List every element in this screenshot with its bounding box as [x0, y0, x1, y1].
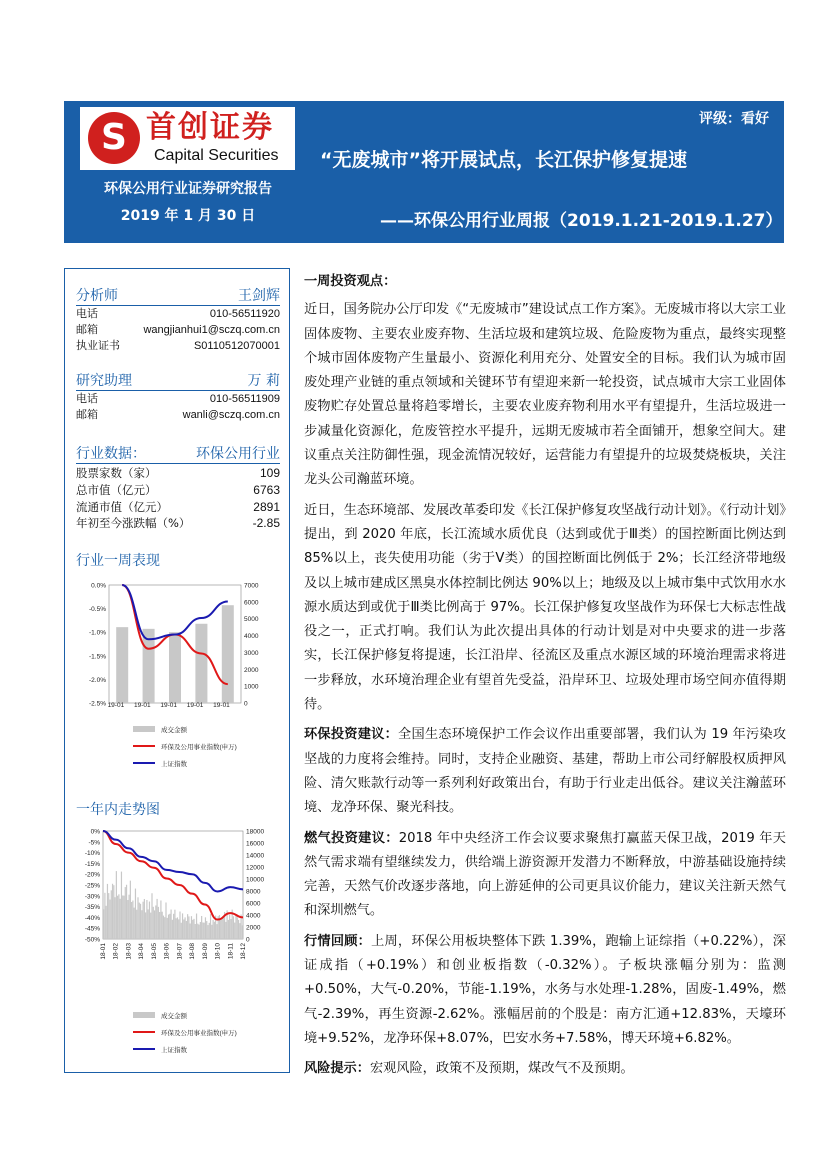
industry-row-value: 2891	[253, 500, 280, 514]
risk-warning-text: 宏观风险，政策不及预期，煤改气不及预期。	[369, 1061, 634, 1077]
email-label: 邮箱	[76, 323, 98, 336]
y-right-tick-label: 7000	[244, 582, 259, 590]
industry-row-label: 年初至今涨跌幅（%）	[76, 516, 191, 530]
assistant-header	[76, 372, 280, 391]
volume-bar	[149, 902, 150, 939]
phone-label: 电话	[76, 307, 98, 320]
industry-name: 环保公用行业	[196, 446, 280, 462]
y-left-tick-label: -25%	[84, 882, 100, 890]
volume-bar	[206, 921, 207, 939]
main-content	[304, 270, 786, 1088]
volume-bar	[137, 897, 138, 939]
volume-bar	[196, 914, 197, 939]
volume-bar	[193, 919, 194, 939]
x-tick-label: 19-01	[213, 702, 230, 709]
week-chart-title: 行业一周表现	[76, 553, 160, 569]
industry-row-label: 股票家数（家）	[76, 466, 157, 480]
x-tick-label: 18-04	[138, 943, 146, 960]
volume-bar	[126, 885, 127, 939]
volume-bar	[165, 902, 166, 939]
volume-bar	[108, 893, 109, 939]
volume-bar	[128, 895, 129, 939]
week-performance-chart	[73, 579, 283, 779]
volume-bar	[106, 906, 107, 939]
industry-row-label: 总市值（亿元）	[76, 483, 157, 497]
volume-bar	[195, 624, 207, 703]
volume-bar	[181, 923, 182, 939]
volume-bar	[183, 919, 184, 939]
volume-bar	[190, 923, 191, 939]
y-left-tick-label: -2.5%	[89, 700, 106, 708]
volume-bar	[156, 899, 157, 939]
market-review-text: 上周，环保公用板块整体下跌 1.39%，跑输上证综指（+0.22%），深证成指（+0.19%）和创业板指数（-0.32%）。子板块涨幅分别为：监测+0.50%，大气-0.20%，节能-1.19%，水务与水处理-1.28%，固废-1.49%，燃气-2.39%，再生资源-2.62%。涨幅居前的个股是：南方汇通+12.83%，天壕环境+9.52%，龙净环保+8.07%，巴安水务+7.58%，博天环境+6.82%。	[304, 933, 786, 1046]
volume-bar	[216, 924, 217, 939]
env-advice	[304, 723, 786, 820]
legend-label: 环保及公用事业指数(申万)	[161, 744, 237, 751]
volume-bar	[223, 917, 224, 939]
volume-bar	[114, 897, 115, 939]
y-right-tick-label: 5000	[244, 616, 259, 624]
legend-label: 上证指数	[161, 1047, 187, 1054]
analyst-cert-row	[76, 338, 280, 354]
y-left-tick-label: -1.0%	[89, 629, 106, 637]
volume-bar	[155, 905, 156, 939]
volume-bar	[179, 912, 180, 939]
risk-warning-heading: 风险提示：	[304, 1061, 370, 1077]
gas-advice-heading: 燃气投资建议：	[304, 830, 399, 846]
volume-bar	[176, 918, 177, 939]
paragraph-no-waste-city: 近日，国务院办公厅印发《“无废城市”建设试点工作方案》。无废城市将以大宗工业固体废物、主要农业废弃物、生活垃圾和建筑垃圾、危险废物为重点，最终实现整个城市固体废物产生量最小、资源化利用充分、处置安全的目标。我们认为城市固废处理产业链的重点领域和关键环节有望迎来新一轮投资，试点城市大宗工业固体废物贮存处置总量将趋零增长，主要农业废弃物利用水平有望提升，生活垃圾进一步减量化资源化，危废管控水平提升，远期无废城市若全面铺开，想象空间大。建议重点关注防御性强，现金流情况较好，运营能力有望提升的垃圾焚烧板块，关注龙头公司瀚蓝环境。	[304, 302, 786, 488]
volume-bar	[212, 920, 213, 939]
y-right-tick-label: 6000	[246, 900, 261, 908]
y-left-tick-label: -45%	[84, 925, 100, 933]
volume-bar	[140, 904, 141, 939]
volume-bar	[233, 916, 234, 939]
x-tick-label: 18-08	[189, 943, 197, 960]
analyst-name: 王剑辉	[238, 288, 280, 304]
industry-row-value: 109	[259, 466, 280, 480]
volume-bar	[116, 871, 117, 939]
volume-bar	[242, 925, 243, 939]
legend-volume-swatch	[133, 1012, 155, 1018]
volume-bar	[160, 900, 161, 939]
sidebar	[64, 268, 290, 1073]
x-tick-label: 18-11	[227, 943, 235, 960]
volume-bar	[200, 922, 201, 939]
volume-bar	[159, 912, 160, 939]
volume-bar	[154, 910, 155, 939]
volume-bar	[104, 893, 105, 939]
legend-label: 环保及公用事业指数(申万)	[161, 1030, 237, 1037]
volume-bar	[173, 914, 174, 939]
analyst-phone: 010-56511920	[209, 308, 280, 320]
y-right-tick-label: 12000	[246, 864, 265, 872]
volume-bar	[172, 920, 173, 939]
volume-bar	[207, 925, 208, 939]
industry-data-header	[76, 445, 280, 464]
assistant-phone-row	[76, 391, 280, 407]
industry-row-value: 6763	[253, 483, 280, 497]
analyst-phone-row	[76, 306, 280, 322]
report-title: “无废城市”将开展试点，长江保护修复提速	[320, 149, 687, 171]
year-trend-chart	[73, 827, 283, 1067]
y-left-tick-label: -2.0%	[89, 676, 106, 684]
volume-bar	[229, 915, 230, 939]
y-right-tick-label: 4000	[246, 912, 261, 920]
volume-bar	[234, 923, 235, 939]
volume-bar	[178, 919, 179, 939]
volume-bar	[195, 924, 196, 939]
volume-bar	[103, 909, 104, 939]
volume-bar	[145, 912, 146, 939]
y-right-tick-label: 18000	[246, 828, 265, 836]
volume-bar	[221, 918, 222, 939]
volume-bar	[169, 914, 170, 939]
volume-bar	[153, 907, 154, 939]
y-right-tick-label: 2000	[246, 924, 261, 932]
volume-bar	[238, 920, 239, 939]
analyst-header	[76, 287, 280, 306]
volume-bar	[118, 894, 119, 939]
y-left-tick-label: -20%	[84, 871, 100, 879]
volume-bar	[230, 919, 231, 939]
assistant-email[interactable]: wanli@sczq.com.cn	[182, 409, 280, 421]
assistant-name: 万 莉	[247, 373, 280, 389]
volume-bar	[146, 900, 147, 939]
y-left-tick-label: -0.5%	[89, 606, 106, 614]
y-left-tick-label: -15%	[84, 860, 100, 868]
volume-bar	[109, 900, 110, 939]
industry-row	[76, 465, 280, 481]
volume-bar	[170, 910, 171, 939]
volume-bar	[174, 910, 175, 939]
volume-bar	[131, 902, 132, 939]
volume-bar	[192, 920, 193, 939]
x-tick-label: 18-01	[100, 943, 107, 960]
y-left-tick-label: -40%	[84, 914, 100, 922]
y-left-tick-label: -35%	[84, 904, 100, 912]
y-right-tick-label: 16000	[246, 840, 265, 848]
volume-bar	[188, 916, 189, 939]
gas-advice	[304, 827, 786, 924]
volume-bar	[191, 916, 192, 939]
x-tick-label: 19-01	[186, 702, 204, 709]
y-left-tick-label: -5%	[88, 839, 100, 847]
y-right-tick-label: 6000	[244, 599, 259, 607]
y-right-tick-label: 0	[246, 936, 250, 944]
phone-label: 电话	[76, 392, 98, 405]
assistant-phone: 010-56511909	[209, 393, 280, 405]
volume-bar	[168, 915, 169, 939]
volume-bar	[142, 902, 143, 939]
volume-bar	[158, 907, 159, 939]
assistant-label: 研究助理	[76, 373, 132, 389]
volume-bar	[135, 889, 136, 939]
industry-row-value: -2.85	[252, 516, 280, 530]
legend-label: 成交金额	[161, 727, 187, 734]
legend-label: 成交金额	[161, 1013, 187, 1020]
logo-english-name: Capital Securities	[154, 147, 279, 164]
market-review-heading: 行情回顾：	[304, 933, 372, 949]
analyst-label: 分析师	[76, 288, 118, 304]
paragraph-yangtze: 近日，生态环境部、发展改革委印发《长江保护修复攻坚战行动计划》。《行动计划》提出，到 2020 年底，长江流域水质优良（达到或优于Ⅲ类）的国控断面比例达到 85%以上，丧失使用功能（劣于Ⅴ类）的国控断面比例低于 2%；长江经济带地级及以上城市建成区黑臭水体控制比例达 90%以上；地级及以上城市集中式饮用水水源水质达到或优于Ⅲ类比例高于 97%。长江保护修复攻坚战作为环保七大标志性战役之一，正式打响。我们认为此次提出具体的行动计划是对中央要求的进一步落实，长江保护修复将提速，长江沿岸、径流区及重点水源区域的环境治理需求将进一步释放，水环境治理企业有望首先受益，沿岸环卫、垃圾处理市场空间亦值得期待。	[304, 502, 786, 713]
volume-bar	[134, 908, 135, 939]
volume-bar	[204, 923, 205, 939]
y-left-tick-label: -30%	[84, 893, 100, 901]
risk-warning	[304, 1057, 786, 1081]
volume-bar	[120, 899, 121, 939]
volume-bar	[127, 900, 128, 939]
volume-bar	[163, 916, 164, 939]
volume-bar	[111, 890, 112, 939]
volume-bar	[112, 884, 113, 939]
volume-bar	[220, 920, 221, 939]
volume-bar	[123, 896, 124, 939]
volume-bar	[122, 895, 123, 939]
volume-bar	[141, 910, 142, 939]
volume-bar	[222, 605, 234, 703]
volume-bar	[162, 912, 163, 939]
logo-chinese-name: 首创证券	[146, 110, 274, 145]
report-date: 2019 年 1 月 30 日	[120, 208, 256, 224]
x-tick-label: 18-03	[125, 943, 133, 960]
x-tick-label: 19-01	[133, 702, 151, 709]
volume-bar	[116, 627, 128, 703]
y-left-tick-label: 0.0%	[91, 582, 106, 590]
volume-bar	[117, 896, 118, 939]
analyst-email[interactable]: wangjianhui1@sczq.com.cn	[143, 324, 280, 336]
volume-bar	[210, 914, 211, 939]
volume-bar	[184, 917, 185, 939]
volume-bar	[132, 901, 133, 939]
assistant-email-row	[76, 407, 280, 423]
x-tick-label: 18-06	[163, 943, 171, 960]
weekly-view-heading: 一周投资观点：	[304, 274, 397, 289]
x-tick-label: 18-12	[240, 943, 247, 960]
y-left-tick-label: -1.5%	[89, 653, 106, 661]
y-right-tick-label: 0	[244, 700, 248, 708]
rating: 评级：看好	[699, 111, 769, 127]
volume-bar	[177, 917, 178, 939]
x-tick-label: 18-02	[112, 943, 120, 960]
volume-bar	[235, 915, 236, 939]
y-right-tick-label: 14000	[246, 852, 265, 860]
report-subtitle: ——环保公用行业周报（2019.1.21-2019.1.27）	[380, 211, 783, 231]
volume-bar	[169, 632, 181, 703]
volume-bar	[228, 920, 229, 939]
x-tick-label: 18-07	[176, 943, 184, 960]
volume-bar	[237, 917, 238, 939]
y-right-tick-label: 1000	[244, 683, 259, 691]
volume-bar	[164, 917, 165, 939]
y-right-tick-label: 3000	[244, 649, 259, 657]
volume-bar	[107, 884, 108, 939]
env-advice-heading: 环保投资建议：	[304, 727, 399, 743]
analyst-email-row	[76, 322, 280, 338]
volume-bar	[201, 916, 202, 939]
volume-bar	[113, 885, 114, 939]
cert-label: 执业证书	[76, 339, 120, 352]
x-tick-label: 19-01	[107, 702, 125, 709]
y-right-tick-label: 10000	[246, 876, 265, 884]
volume-bar	[144, 899, 145, 939]
env-advice-text: 全国生态环境保护工作会议作出重要部署，我们认为 19 年污染攻坚战的力度将会维持。同时，支持企业融资、基建，帮助上市公司纾解股权质押风险、清欠账款行动等一系列利好政策出台，有助于行业走出低谷。建议关注瀚蓝环境、龙净环保、聚光科技。	[304, 727, 787, 816]
company-logo	[80, 107, 295, 170]
volume-bar	[187, 914, 188, 939]
x-tick-label: 18-10	[214, 943, 222, 960]
y-left-tick-label: -50%	[84, 936, 100, 944]
market-review	[304, 930, 786, 1051]
volume-bar	[182, 913, 183, 939]
volume-bar	[186, 921, 187, 939]
email-label: 邮箱	[76, 408, 98, 421]
volume-bar	[130, 881, 131, 939]
x-tick-label: 19-01	[160, 702, 177, 709]
analyst-cert: S0110512070001	[193, 340, 280, 352]
y-left-tick-label: 0%	[90, 828, 100, 836]
y-left-tick-label: -10%	[84, 850, 100, 858]
volume-bar	[150, 913, 151, 939]
volume-bar	[125, 887, 126, 939]
volume-bar	[139, 903, 140, 939]
volume-bar	[148, 909, 149, 939]
y-right-tick-label: 2000	[244, 666, 259, 674]
report-type: 环保公用行业证券研究报告	[104, 181, 272, 197]
x-tick-label: 18-09	[201, 943, 209, 960]
volume-bar	[202, 922, 203, 939]
volume-bar	[211, 925, 212, 939]
legend-volume-swatch	[133, 726, 155, 732]
volume-bar	[197, 924, 198, 939]
volume-bar	[214, 922, 215, 939]
industry-row	[76, 482, 280, 498]
gas-advice-text: 2018 年中央经济工作会议要求聚焦打赢蓝天保卫战，2019 年天然气需求端有望继续发力，供给端上游资源开发潜力不断释放，中游基础设施持续完善，天然气价改逐步落地，向上游延伸的公司更具议价能力，建议关注新天然气和深圳燃气。	[304, 830, 786, 919]
volume-bar	[225, 922, 226, 939]
industry-row	[76, 515, 280, 531]
volume-bar	[209, 923, 210, 939]
legend-label: 上证指数	[161, 761, 187, 768]
volume-bar	[136, 910, 137, 939]
volume-bar	[205, 917, 206, 939]
volume-bar	[121, 872, 122, 939]
y-right-tick-label: 4000	[244, 633, 259, 641]
industry-row	[76, 499, 280, 515]
logo-emblem-icon: S	[88, 112, 140, 164]
year-chart-title: 一年内走势图	[76, 802, 160, 818]
industry-row-label: 流通市值（亿元）	[76, 500, 168, 514]
x-tick-label: 18-05	[150, 943, 158, 960]
volume-bar	[239, 923, 240, 939]
volume-bar	[198, 925, 199, 939]
industry-data-label: 行业数据：	[76, 446, 146, 462]
y-right-tick-label: 8000	[246, 888, 261, 896]
volume-bar	[151, 893, 152, 939]
volume-bar	[167, 918, 168, 939]
